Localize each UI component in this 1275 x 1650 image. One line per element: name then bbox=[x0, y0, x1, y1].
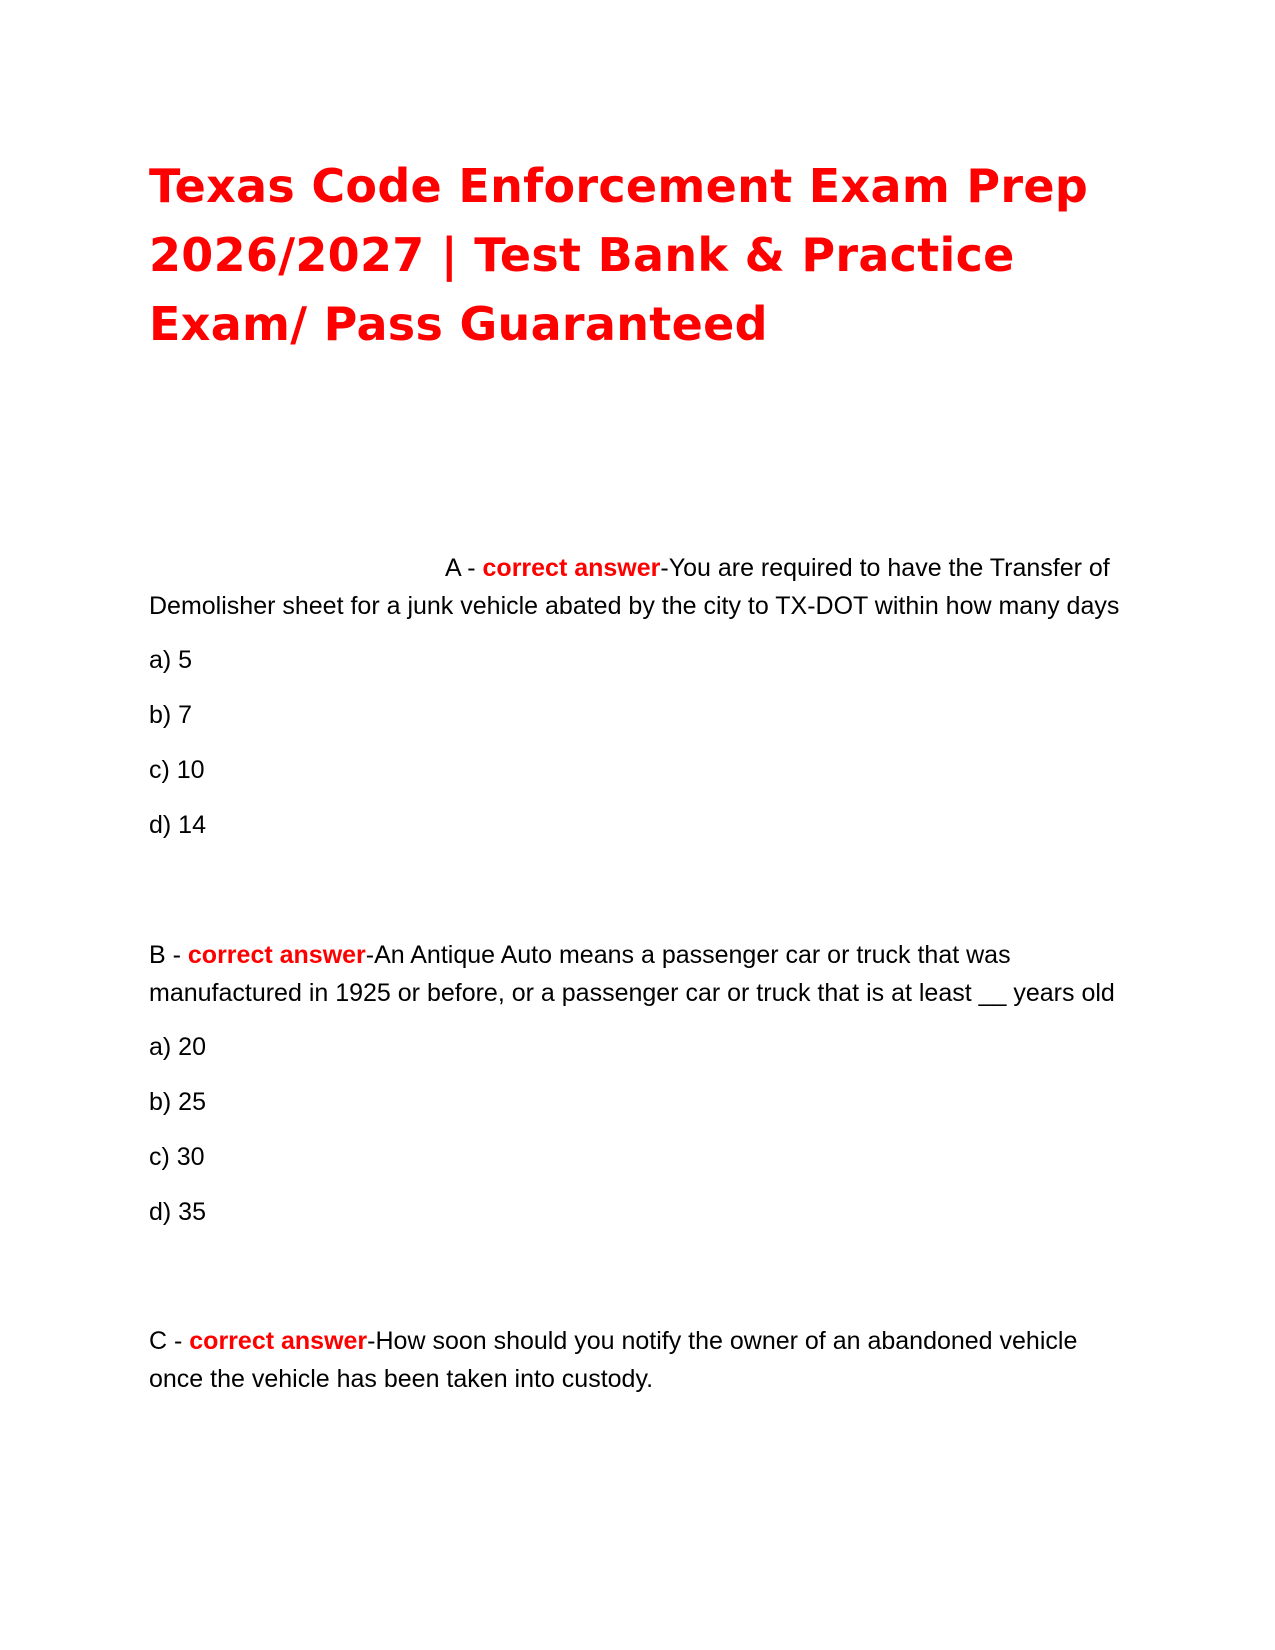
option-c: c) 30 bbox=[149, 1143, 205, 1171]
question-text: -How soon should you notify the owner of an abandoned vehicle once the vehicle has been taken into custody. bbox=[149, 1327, 1078, 1393]
answer-letter: A - bbox=[445, 554, 483, 582]
question-stem bbox=[149, 936, 1129, 1012]
question-block-c bbox=[149, 1322, 1129, 1414]
answer-letter: B - bbox=[149, 941, 188, 969]
option-b: b) 7 bbox=[149, 701, 193, 729]
question-stem bbox=[149, 549, 1129, 625]
document-title: Texas Code Enforcement Exam Prep 2026/2027 | Test Bank & Practice Exam/ Pass Guaranteed bbox=[149, 159, 1089, 351]
option-d: d) 14 bbox=[149, 811, 206, 839]
correct-answer-label: correct answer bbox=[482, 554, 661, 582]
correct-answer-label: correct answer bbox=[187, 941, 366, 969]
option-b: b) 25 bbox=[149, 1088, 206, 1116]
option-a: a) 5 bbox=[149, 646, 193, 674]
option-c: c) 10 bbox=[149, 756, 205, 784]
correct-answer-label: correct answer bbox=[189, 1327, 368, 1355]
option-a: a) 20 bbox=[149, 1033, 206, 1061]
answer-letter: C - bbox=[149, 1327, 190, 1355]
question-text: -You are required to have the Transfer of Demolisher sheet for a junk vehicle abated by the city to TX-DOT within how many days bbox=[149, 554, 1120, 620]
question-stem bbox=[149, 1322, 1129, 1398]
question-block-a bbox=[149, 549, 1129, 861]
question-text: -An Antique Auto means a passenger car or truck that was manufactured in 1925 or before, or a passenger car or truck that is at least __ years old bbox=[149, 941, 1115, 1007]
question-block-b bbox=[149, 936, 1129, 1248]
option-d: d) 35 bbox=[149, 1198, 206, 1226]
